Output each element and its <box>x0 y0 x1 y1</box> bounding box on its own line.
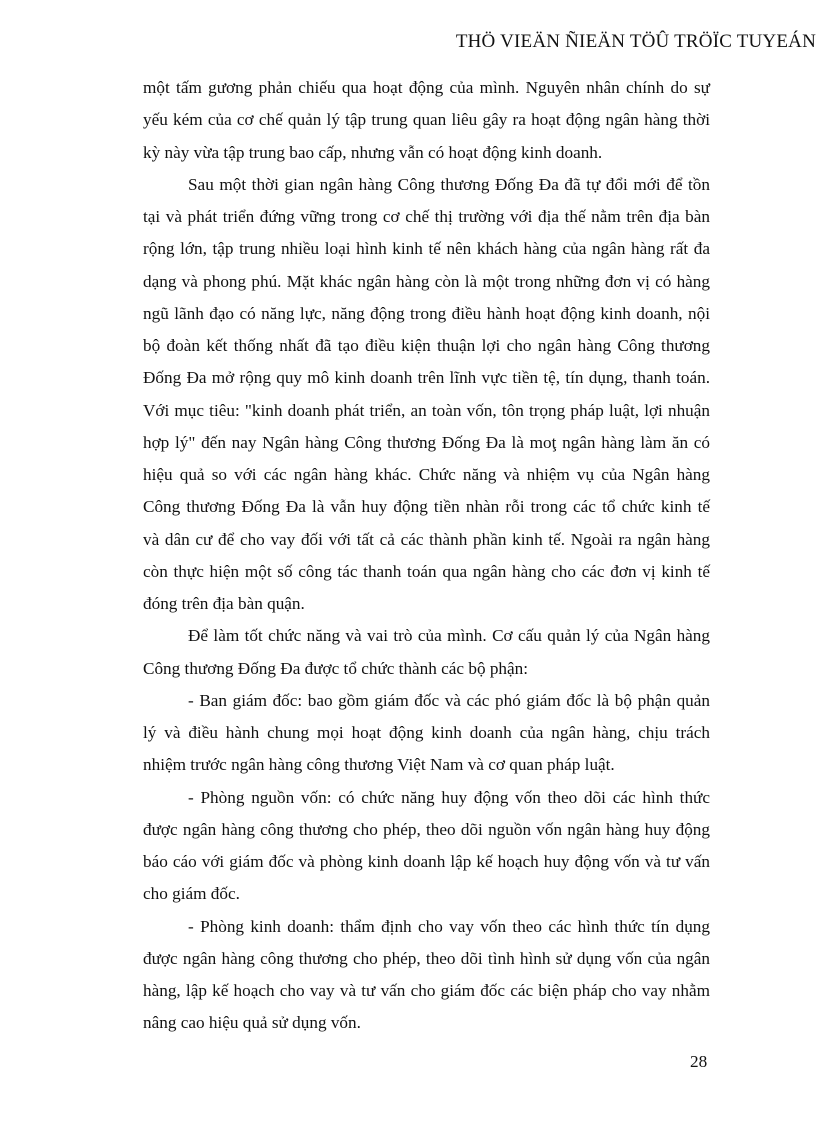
text-line: yếu kém của cơ chế quản lý tập trung quan liêu gây ra hoạt động ngân hàng thời <box>143 110 710 130</box>
text-line: cho giám đốc. <box>143 884 240 904</box>
text-line: Đống Đa mở rộng quy mô kinh doanh trên lĩnh vực tiền tệ, tín dụng, thanh toán. <box>143 368 710 388</box>
text-line: dạng và phong phú. Mặt khác ngân hàng còn là một trong những đơn vị có hàng <box>143 271 710 291</box>
text-line: - Phòng nguồn vốn: có chức năng huy động vốn theo dõi các hình thức <box>188 787 710 807</box>
text-line: còn thực hiện một số công tác thanh toán qua ngân hàng cho các đơn vị kinh tế <box>143 561 710 581</box>
text-line: được ngân hàng công thương cho phép, theo dõi tình hình sử dụng vốn của ngân <box>143 948 710 968</box>
text-line: Sau một thời gian ngân hàng Công thương Đống Đa đã tự đổi mới để tồn <box>188 174 710 194</box>
text-line: bộ đoàn kết thống nhất đã tạo điều kiện thuận lợi cho ngân hàng Công thương <box>143 336 710 355</box>
text-line: ngũ lãnh đạo có năng lực, năng động trong điều hành hoạt động kinh doanh, nội <box>143 303 710 323</box>
page-number: 28 <box>690 1052 708 1071</box>
text-line: báo cáo với giám đốc và phòng kinh doanh lập kế hoạch huy động vốn và tư vấn <box>143 852 710 871</box>
text-line: đóng trên địa bàn quận. <box>143 594 305 613</box>
text-line: tại và phát triển đứng vững trong cơ chế thị trường với địa thế nằm trên địa bàn <box>143 207 710 226</box>
text-line: Công thương Đống Đa được tổ chức thành các bộ phận: <box>143 658 529 678</box>
text-line: hợp lý" đến nay Ngân hàng Công thương Đống Đa là moţ ngân hàng làm ăn có <box>143 432 710 452</box>
text-line: - Phòng kinh doanh: thẩm định cho vay vốn theo các hình thức tín dụng <box>188 916 710 936</box>
text-line: Để làm tốt chức năng và vai trò của mình. Cơ cấu quản lý của Ngân hàng <box>188 626 710 646</box>
text-line: một tấm gương phản chiếu qua hoạt động của mình. Nguyên nhân chính do sự <box>143 78 710 97</box>
text-line: nâng cao hiệu quả sử dụng vốn. <box>143 1013 361 1033</box>
text-line: được ngân hàng công thương cho phép, theo dõi nguồn vốn ngân hàng huy động <box>143 819 710 839</box>
text-line: hiệu quả so với các ngân hàng khác. Chức năng và nhiệm vụ của Ngân hàng <box>143 465 710 484</box>
text-line: nhiệm trước ngân hàng công thương Việt Nam và cơ quan pháp luật. <box>143 755 615 775</box>
text-line: - Ban giám đốc: bao gồm giám đốc và các phó giám đốc là bộ phận quản <box>188 690 710 710</box>
text-line: Công thương Đống Đa là vẫn huy động tiền nhàn rỗi trong các tổ chức kinh tế <box>143 497 710 517</box>
text-line: lý và điều hành chung mọi hoạt động kinh doanh của ngân hàng, chịu trách <box>143 723 710 742</box>
text-line: Với mục tiêu: "kinh doanh phát triển, an toàn vốn, tôn trọng pháp luật, lợi nhuận <box>143 400 710 420</box>
document-body <box>143 72 710 1040</box>
page-header: THÖ VIEÄN ÑIEÄN TÖÛ TRÖÏC TUYEÁN <box>455 31 816 52</box>
text-line: hàng, lập kế hoạch cho vay và tư vấn cho giám đốc các biện pháp cho vay nhằm <box>143 981 710 1000</box>
text-line: và dân cư để cho vay đối với tất cả các thành phần kinh tế. Ngoài ra ngân hàng <box>143 529 710 549</box>
text-line: kỳ này vừa tập trung bao cấp, nhưng vẫn có hoạt động kinh doanh. <box>143 142 603 162</box>
text-line: rộng lớn, tập trung nhiều loại hình kinh tế nên khách hàng của ngân hàng rất đa <box>143 239 710 259</box>
